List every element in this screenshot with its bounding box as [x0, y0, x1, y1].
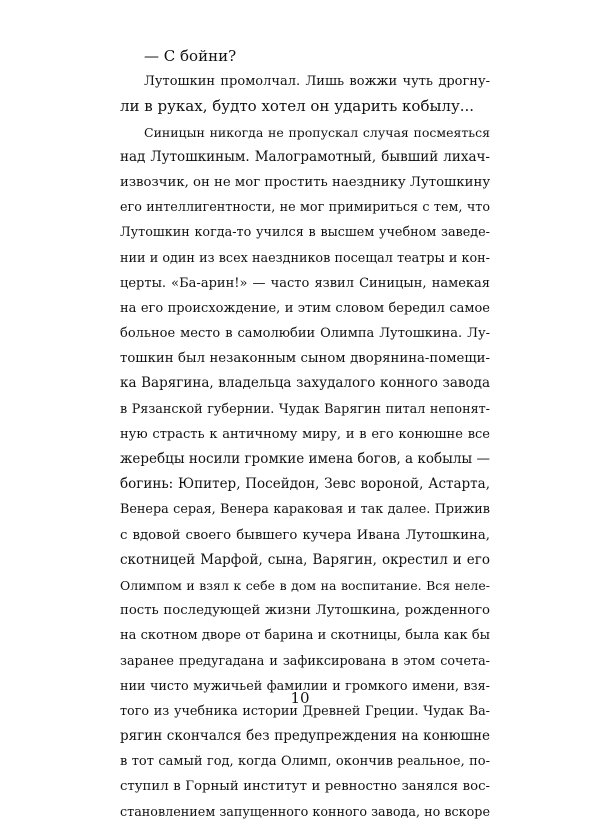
- page-number: 10: [290, 689, 310, 707]
- text-line: ступил в Горный институт и ревностно занялся вос-: [120, 779, 490, 795]
- text-line: больное место в самолюбии Олимпа Лутошкина. Лу-: [120, 326, 490, 342]
- text-line: Лутошкин когда-то учился в высшем учебном заведе-: [120, 225, 490, 241]
- text-line: извозчик, он не мог простить наезднику Лутошкину: [120, 174, 491, 190]
- text-line: церты. «Ба-арин!» — часто язвил Синицын, намекая: [120, 275, 490, 291]
- text-line: Олимпом и взял к себе в дом на воспитание. Вся неле-: [120, 577, 490, 593]
- text-line: рягин скончался без предупреждения на конюшне: [120, 728, 490, 745]
- text-line: нии и один из всех наездников посещал театры и кон-: [120, 250, 490, 266]
- text-line: Венера серая, Венера караковая и так далее. Прижив: [120, 502, 490, 518]
- text-line: с вдовой своего бывшего кучера Ивана Лутошкина,: [120, 527, 490, 543]
- text-line: пость последующей жизни Лутошкина, рожденного: [120, 603, 490, 619]
- text-line: — С бойни?: [144, 47, 237, 65]
- text-line: над Лутошкиным. Малограмотный, бывший лихач-: [120, 148, 490, 165]
- text-line: жеребцы носили громкие имена богов, а кобылы —: [120, 451, 490, 467]
- text-line: ли в руках, будто хотел он ударить кобылу...: [120, 97, 475, 116]
- text-line: его интеллигентности, не мог примириться с тем, что: [120, 200, 490, 216]
- text-line: нии чисто мужичьей фамилии и громкого имени, взя-: [120, 678, 490, 694]
- text-line: в тот самый год, когда Олимп, окончив реальное, по-: [120, 754, 490, 770]
- text-line: Лутошкин промолчал. Лишь вожжи чуть дрогну-: [144, 74, 490, 90]
- text-line: на скотном дворе от барина и скотницы, была как бы: [120, 628, 490, 644]
- text-line: того из учебника истории Древней Греции. Чудак Ва-: [120, 703, 490, 719]
- text-line: тошкин был незаконным сыном дворянина-помещи-: [120, 351, 490, 367]
- text-line: в Рязанской губернии. Чудак Варягин питал непонят-: [120, 401, 490, 417]
- text-line: Синицын никогда не пропускал случая посмеяться: [144, 124, 490, 140]
- text-line: заранее предугадана и зафиксирована в этом сочета-: [120, 653, 490, 669]
- text-line: становлением запущенного конного завода, но вскоре: [120, 804, 490, 820]
- text-line: скотницей Марфой, сына, Варягин, окрестил и его: [120, 551, 490, 568]
- text-line: ную страсть к античному миру, и в его конюшне все: [120, 426, 490, 442]
- text-line: ка Варягина, владельца захудалого конного завода: [120, 375, 490, 392]
- text-line: богинь: Юпитер, Посейдон, Зевс вороной, Астарта,: [120, 476, 490, 493]
- text-line: на его происхождение, и этим словом бередил самое: [120, 300, 490, 316]
